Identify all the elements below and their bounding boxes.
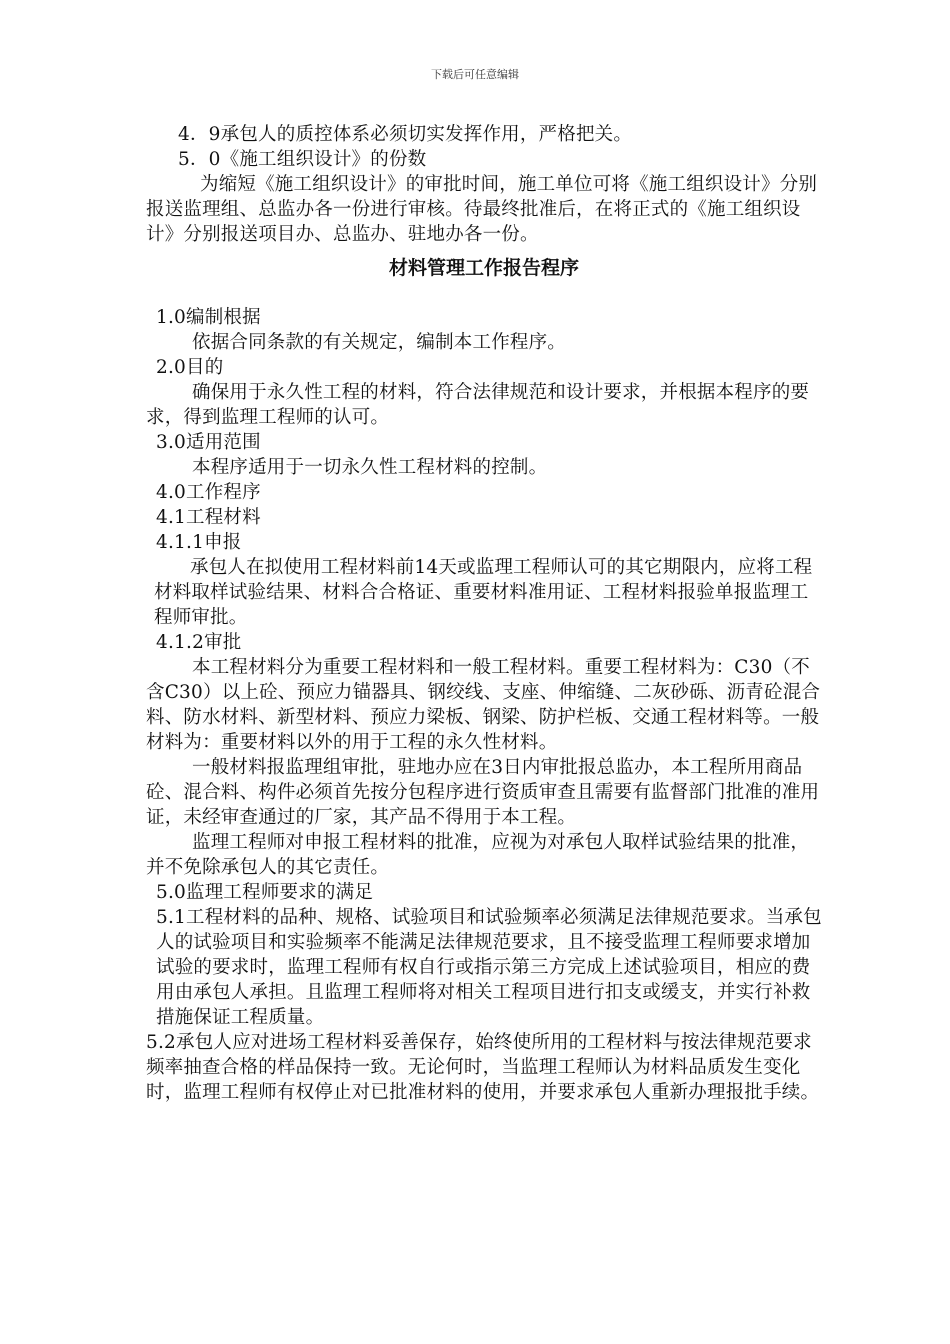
- clause-5-0-body: 为缩短《施工组织设计》的审批时间，施工单位可将《施工组织设计》分别报送监理组、总监办各一份进行审核。待最终批准后，在将正式的《施工组织设计》分别报送项目办、总监办、驻地办各一份。: [146, 174, 818, 245]
- section-3-heading: 3.0适用范围: [156, 432, 261, 453]
- section-title: 材料管理工作报告程序: [388, 257, 579, 279]
- clause-5-2: 5.2承包人应对进场工程材料妥善保存，始终使所用的工程材料与按法律规范要求频率抽查合格的样品保持一致。无论何时，当监理工程师认为材料品质发生变化时，监理工程师有权停止对已批准材料的使用，并要求承包人重新办理报批手续。: [146, 1032, 820, 1103]
- section-4-1-2-body-3: 监理工程师对申报工程材料的批准，应视为对承包人取样试验结果的批准，并不免除承包人的其它责任。: [146, 832, 810, 878]
- section-1-body: 依据合同条款的有关规定，编制本工作程序。: [192, 332, 567, 353]
- section-4-heading: 4.0工作程序: [156, 482, 261, 503]
- section-2-body: 确保用于永久性工程的材料，符合法律规范和设计要求，并根据本程序的要求，得到监理工程师的认可。: [146, 382, 810, 428]
- document-body: [146, 122, 822, 1105]
- section-4-1-2-heading: 4.1.2审批: [156, 632, 242, 653]
- clause-4-9: 4．9承包人的质控体系必须切实发挥作用，严格把关。: [178, 124, 633, 145]
- clause-5-1: 5.1工程材料的品种、规格、试验项目和试验频率必须满足法律规范要求。当承包人的试验项目和实验频率不能满足法律规范要求，且不接受监理工程师要求增加试验的要求时，监理工程师有权自行或指示第三方完成上述试验项目，相应的费用由承包人承担。且监理工程师将对相关工程项目进行扣支或缓支，并实行补救措施保证工程质量。: [156, 907, 822, 1028]
- section-3-body: 本程序适用于一切永久性工程材料的控制。: [192, 457, 548, 478]
- section-4-1-2-body-1: 本工程材料分为重要工程材料和一般工程材料。重要工程材料为：C30（不含C30）以上砼、预应力锚器具、钢绞线、支座、伸缩缝、二灰砂砾、沥青砼混合料、防水材料、新型材料、预应力梁板、钢梁、防护栏板、交通工程材料等。一般材料为：重要材料以外的用于工程的永久性材料。: [146, 657, 821, 753]
- section-4-1-2-body-2: 一般材料报监理组审批，驻地办应在3日内审批报总监办，本工程所用商品砼、混合料、构件必须首先按分包程序进行资质审查且需要有监督部门批准的准用证，未经审查通过的厂家，其产品不得用于本工程。: [146, 757, 820, 828]
- clause-5-0-heading: 5．0《施工组织设计》的份数: [178, 149, 427, 170]
- section-2-heading: 2.0目的: [156, 357, 224, 378]
- section-5-heading: 5.0监理工程师要求的满足: [156, 882, 374, 903]
- section-4-1-1-body: 承包人在拟使用工程材料前14天或监理工程师认可的其它期限内，应将工程材料取样试验结果、材料合合格证、重要材料准用证、工程材料报验单报监理工程师审批。: [154, 557, 813, 628]
- section-4-1-1-heading: 4.1.1申报: [156, 532, 242, 553]
- section-4-1-heading: 4.1工程材料: [156, 507, 261, 528]
- section-1-heading: 1.0编制根据: [156, 307, 261, 328]
- page-header-note: 下载后可任意编辑: [431, 68, 519, 81]
